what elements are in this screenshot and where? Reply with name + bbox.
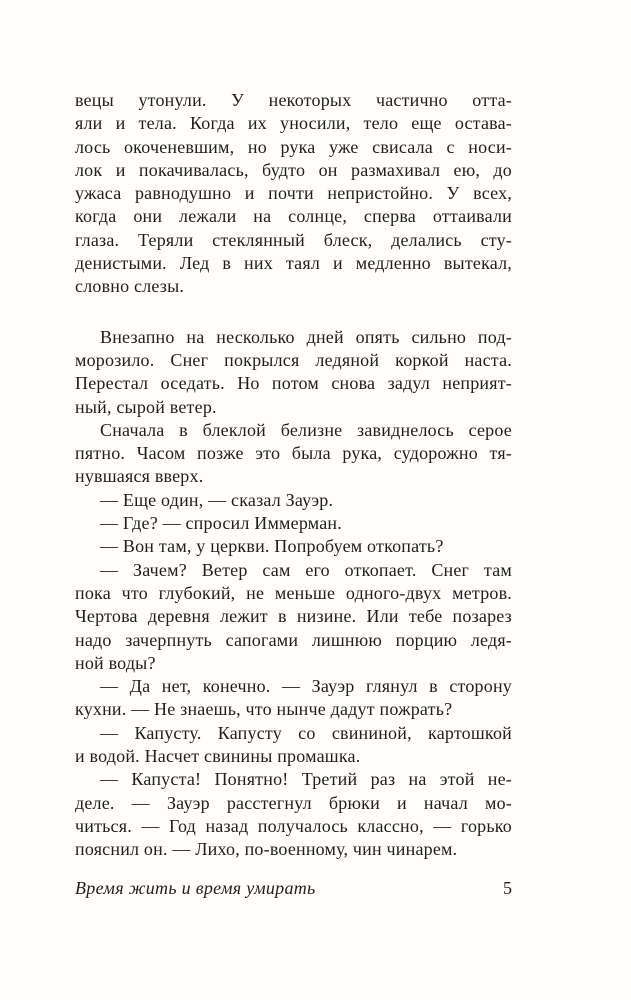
text-line: — Да нет, конечно. — Зауэр глянул в сторону xyxy=(100,676,512,697)
body-paragraph xyxy=(75,89,512,299)
body-paragraph xyxy=(75,326,512,419)
text-line: Внезапно на несколько дней опять сильно под- xyxy=(100,326,512,347)
text-line: морозило. Снег покрылся ледяной коркой наста. xyxy=(75,349,512,370)
text-line: кухни. — Не знаешь, что нынче дадут пожрать? xyxy=(75,699,453,720)
body-paragraph xyxy=(75,559,512,675)
text-line: ужаса равнодушно и почти непристойно. У всех, xyxy=(75,183,512,204)
text-line: и водой. Насчет свинины промашка. xyxy=(75,746,361,767)
body-paragraph xyxy=(75,768,512,861)
text-line: Перестал оседать. Но потом снова задул неприят- xyxy=(75,373,512,394)
text-line: — Где? — спросил Иммерман. xyxy=(100,513,342,534)
text-line: — Капусту. Капусту со свининой, картошкой xyxy=(100,722,512,743)
body-paragraph xyxy=(75,722,512,769)
text-block xyxy=(75,89,512,862)
body-paragraph xyxy=(75,512,512,535)
text-line: лок и покачивалась, будто он размахивал ею, до xyxy=(75,159,512,180)
text-line: надо зачерпнуть сапогами лишнюю порцию ледя- xyxy=(75,629,512,650)
page-footer xyxy=(75,876,512,900)
text-line: пояснил он. — Лихо, по-военному, чин чинарем. xyxy=(75,839,458,860)
text-line: Чертова деревня лежит в низине. Или тебе позарез xyxy=(75,606,512,627)
text-line: — Зачем? Ветер сам его откопает. Снег там xyxy=(100,559,512,580)
text-line: читься. — Год назад получалось классно, — горько xyxy=(75,815,512,836)
text-line: глаза. Теряли стеклянный блеск, делались сту- xyxy=(75,229,512,250)
text-line: Сначала в блеклой белизне завиднелось серое xyxy=(100,419,512,440)
running-title: Время жить и время умирать xyxy=(75,878,316,898)
body-paragraph xyxy=(75,419,512,489)
body-paragraph xyxy=(75,535,512,558)
text-line: ной воды? xyxy=(75,652,156,673)
text-line: — Капуста! Понятно! Третий раз на этой не- xyxy=(100,769,512,790)
text-line: денистыми. Лед в них таял и медленно вытекал, xyxy=(75,253,512,274)
text-line: словно слезы. xyxy=(75,276,185,297)
page-number: 5 xyxy=(503,878,512,898)
body-paragraph xyxy=(75,675,512,722)
text-line: нувшаяся вверх. xyxy=(75,466,204,487)
text-line: когда они лежали на солнце, сперва оттаивали xyxy=(75,206,512,227)
text-line: лось окоченевшим, но рука уже свисала с носи- xyxy=(75,136,512,157)
text-line: деле. — Зауэр расстегнул брюки и начал мо- xyxy=(75,792,512,813)
text-line: пока что глубокий, не меньше одного-двух метров. xyxy=(75,582,512,603)
text-line: ный, сырой ветер. xyxy=(75,396,217,417)
text-line: пятно. Часом позже это была рука, судорожно тя- xyxy=(75,443,512,464)
body-paragraph xyxy=(75,489,512,512)
text-line: яли и тела. Когда их уносили, тело еще остава- xyxy=(75,113,512,134)
text-line: вецы утонули. У некоторых частично отта- xyxy=(75,90,512,110)
text-line: — Еще один, — сказал Зауэр. xyxy=(100,489,334,510)
text-line: — Вон там, у церкви. Попробуем откопать? xyxy=(100,536,444,557)
